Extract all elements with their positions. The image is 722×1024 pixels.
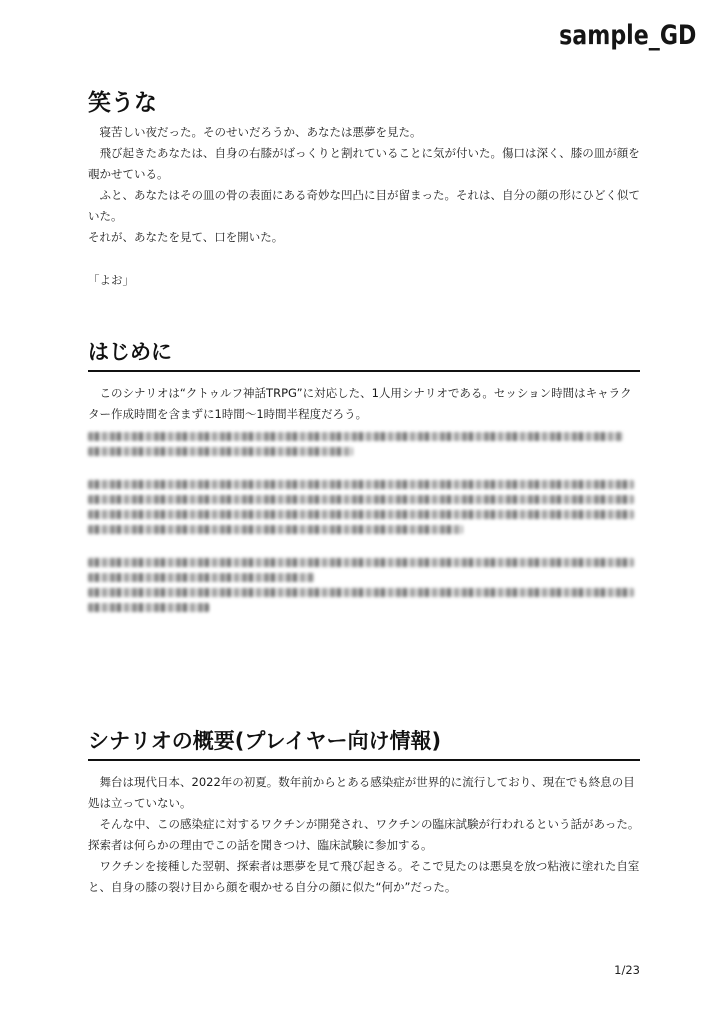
redacted-line xyxy=(88,603,209,612)
section-paragraph: ワクチンを接種した翌朝、探索者は悪夢を見て飛び起きる。そこで見たのは悪臭を放つ粘液に塗れた自室と、自身の膝の裂け目から顔を覗かせる自分の顔に似た“何か”だった。 xyxy=(88,859,640,894)
watermark: sample_GD xyxy=(558,20,696,51)
page-title: 笑うな xyxy=(88,90,157,116)
page-number: 1/23 xyxy=(614,963,640,977)
redacted-gap xyxy=(88,462,640,474)
redacted-text-block xyxy=(88,426,640,618)
redacted-line xyxy=(88,588,634,597)
redacted-line xyxy=(88,495,634,504)
intro-quote xyxy=(88,270,640,291)
redacted-line xyxy=(88,480,634,489)
redacted-line xyxy=(88,510,634,519)
section-heading-overview: シナリオの概要(プレイヤー向け情報) xyxy=(88,725,640,761)
section-overview-text xyxy=(88,772,640,898)
intro-text xyxy=(88,122,640,248)
intro-paragraph: ふと、あなたはその皿の骨の表面にある奇妙な凹凸に目が留まった。それは、自分の顔の形にひどく似ていた。 xyxy=(88,188,640,223)
section-heading-introduction: はじめに xyxy=(88,336,640,372)
section-paragraph: 舞台は現代日本、2022年の初夏。数年前からとある感染症が世界的に流行しており、現在でも終息の目処は立っていない。 xyxy=(88,775,635,810)
redacted-gap xyxy=(88,540,640,552)
redacted-line xyxy=(88,447,353,456)
intro-paragraph: 飛び起きたあなたは、自身の右膝がばっくりと割れていることに気が付いた。傷口は深く、膝の皿が顔を覗かせている。 xyxy=(88,146,640,181)
intro-paragraph: 寝苦しい夜だった。そのせいだろうか、あなたは悪夢を見た。 xyxy=(99,125,422,139)
section-introduction-text xyxy=(88,383,640,425)
redacted-line xyxy=(88,432,623,441)
section-paragraph: そんな中、この感染症に対するワクチンが開発され、ワクチンの臨床試験が行われるという話があった。探索者は何らかの理由でこの話を聞きつけ、臨床試験に参加する。 xyxy=(88,817,640,852)
redacted-line xyxy=(88,558,634,567)
section-paragraph: このシナリオは“クトゥルフ神話TRPG”に対応した、1人用シナリオである。セッション時間はキャラクター作成時間を含まずに1時間～1時間半程度だろう。 xyxy=(88,386,632,421)
redacted-line xyxy=(88,573,314,582)
quote-line: 「よお」 xyxy=(88,273,134,287)
intro-paragraph: それが、あなたを見て、口を開いた。 xyxy=(88,230,284,244)
redacted-line xyxy=(88,525,463,534)
